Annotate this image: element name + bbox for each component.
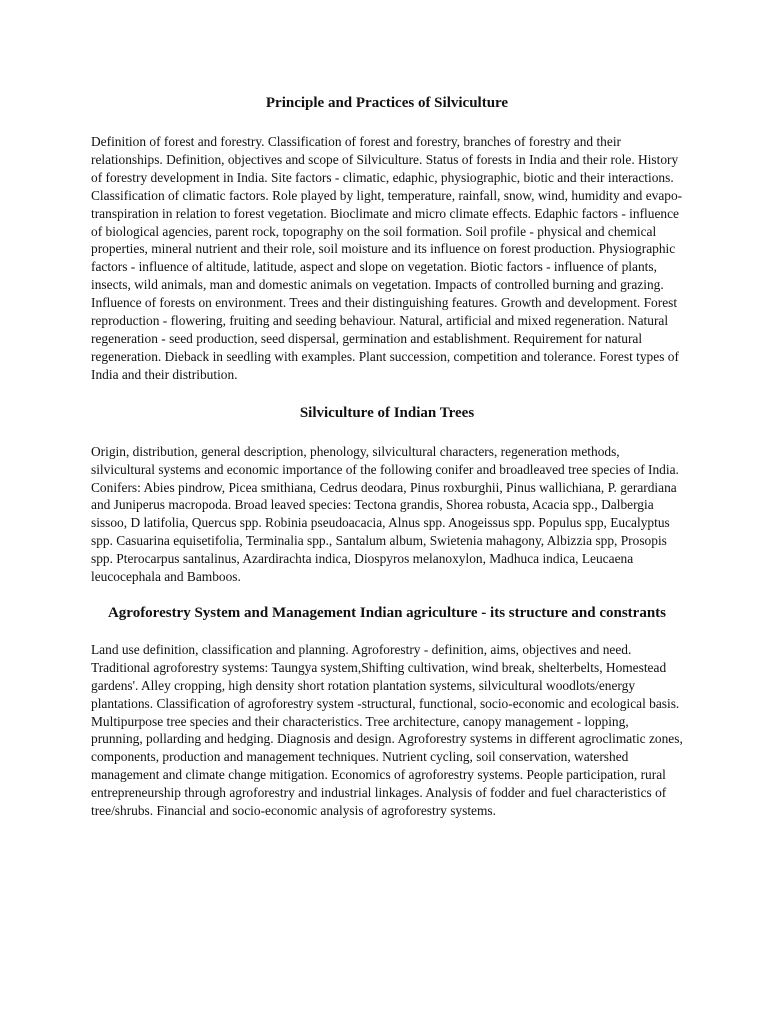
section-body-agroforestry: Land use definition, classification and planning. Agroforestry - definition, aims, objectives and need. Traditional agroforestry systems: Taungya system,Shifting cultivation, wind break, shelterbelts, Homestead gardens'. Alley cropping, high density short rotation plantation systems, silvicultural woodlots/energy plantations. Classification of agroforestry system -structural, functional, socio-economic and ecological basis. Multipurpose tree species and their characteristics. Tree architecture, canopy management - lopping, prunning, pollarding and hedging. Diagnosis and design. Agroforestry systems in different agroclimatic zones, components, production and management techniques. Nutrient cycling, soil conservation, watershed management and climate change mitigation. Economics of agroforestry systems. People participation, rural entrepreneurship through agroforestry and industrial linkages. Analysis of fodder and fuel characteristics of tree/shrubs. Financial and socio-economic analysis of agroforestry systems. [91,641,683,819]
section-body-silviculture-principles: Definition of forest and forestry. Classification of forest and forestry, branches of forestry and their relationships. Definition, objectives and scope of Silviculture. Status of forests in India and their role. History of forestry development in India. Site factors - climatic, edaphic, physiographic, biotic and their interactions. Classification of climatic factors. Role played by light, temperature, rainfall, snow, wind, humidity and evapo-transpiration in relation to forest vegetation. Bioclimate and micro climate effects. Edaphic factors - influence of biological agencies, parent rock, topography on the soil formation. Soil profile - physical and chemical properties, mineral nutrient and their role, soil moisture and its influence on forest production. Physiographic factors - influence of altitude, latitude, aspect and slope on vegetation. Biotic factors - influence of plants, insects, wild animals, man and domestic animals on vegetation. Impacts of controlled burning and grazing. Influence of forests on environment. Trees and their distinguishing features. Growth and development. Forest reproduction - flowering, fruiting and seeding behaviour. Natural, artificial and mixed regeneration. Natural regeneration - seed production, seed dispersal, germination and establishment. Requirement for natural regeneration. Dieback in seedling with examples. Plant succession, competition and tolerance. Forest types of India and their distribution. [91,134,683,382]
section-title-indian-trees: Silviculture of Indian Trees [299,404,475,421]
section-title-agroforestry: Agroforestry System and Management Indian agriculture - its structure and constrants [107,604,667,621]
section-title-silviculture-principles: Principle and Practices of Silviculture [265,95,509,111]
section-body-indian-trees: Origin, distribution, general description, phenology, silvicultural characters, regeneration methods, silvicultural systems and economic importance of the following conifer and broadleaved tree species of India. Conifers: Abies pindrow, Picea smithiana, Cedrus deodara, Pinus roxburghii, Pinus wallichiana, P. gerardiana and Juniperus macropoda. Broad leaved species: Tectona grandis, Shorea robusta, Acacia spp., Dalbergia sissoo, D latifolia, Quercus spp. Robinia pseudoacacia, Alnus spp. Anogeissus spp. Populus spp, Eucalyptus spp. Casuarina equisetifolia, Terminalia spp., Santalum album, Swietenia mahagony, Albizzia spp, Prosopis spp. Pterocarpus santalinus, Azardirachta indica, Diospyros melanoxylon, Madhuca indica, Leucaena leucocephala and Bamboos. [91,443,679,585]
document-page [91,93,683,820]
